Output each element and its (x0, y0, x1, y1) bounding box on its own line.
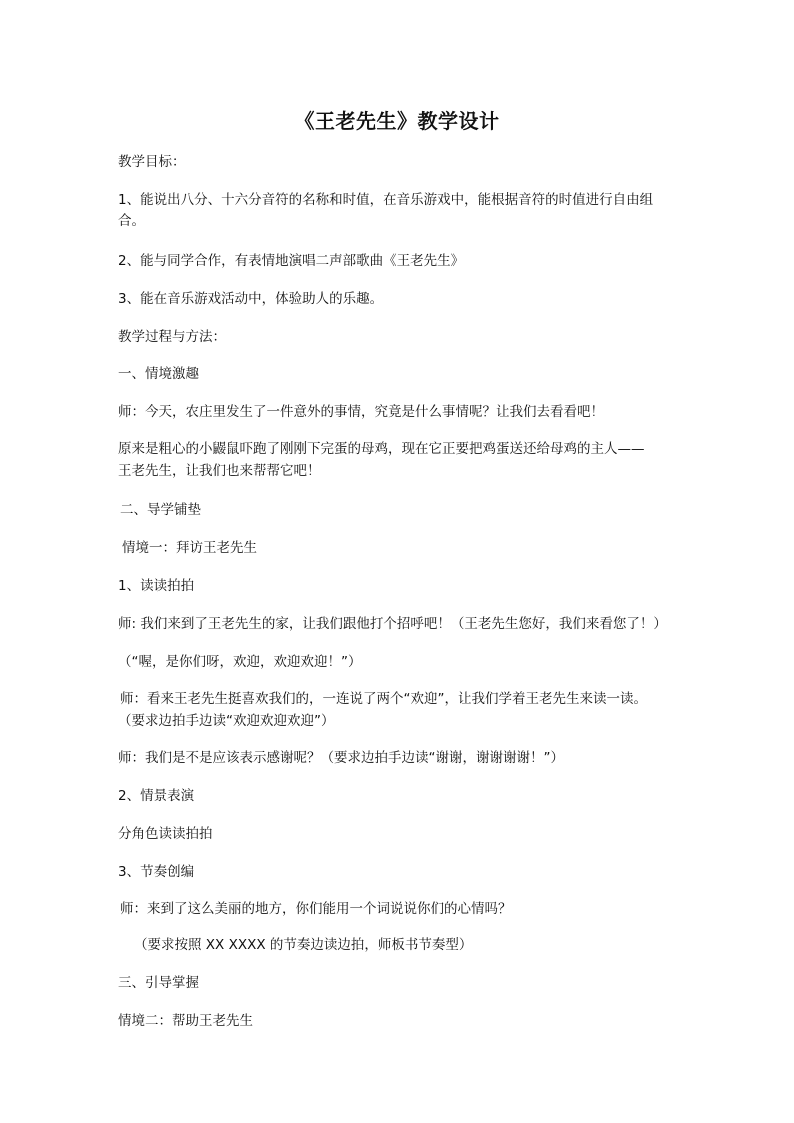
story-line-2: 王老先生，让我们也来帮帮它吧！ (118, 463, 321, 479)
teacher-line-5: 师：来到了这么美丽的地方，你们能用一个词说说你们的心情吗？ (120, 901, 512, 917)
objective-3: 3、能在音乐游戏活动中，体验助人的乐趣。 (118, 291, 384, 307)
instruction-line-2: （要求按照 XX XXXX 的节奏边读边拍，师板书节奏型） (134, 937, 473, 953)
step-3-heading: 三、引导掌握 (118, 975, 199, 991)
teacher-line-2: 师: 我们来到了王老先生的家，让我们跟他打个招呼吧！（王老先生您好，我们来看您了！） (118, 616, 667, 632)
instruction-line-1: （要求边拍手边读“欢迎欢迎欢迎”） (118, 713, 335, 729)
teacher-line-4: 师：我们是不是应该表示感谢呢？（要求边拍手边读“谢谢，谢谢谢谢！”） (118, 750, 564, 766)
scenario-1-heading: 情境一：拜访王老先生 (122, 540, 257, 556)
activity-3-heading: 3、节奏创编 (118, 864, 195, 880)
activity-2-heading: 2、情景表演 (118, 788, 195, 804)
document-title: 《王老先生》教学设计 (294, 109, 500, 133)
step-2-heading: 二、导学铺垫 (120, 502, 201, 518)
scenario-2-heading: 情境二：帮助王老先生 (118, 1013, 253, 1029)
objective-1-line-2: 合。 (118, 213, 145, 229)
section-heading-objectives: 教学目标： (118, 154, 186, 170)
objective-2: 2、能与同学合作，有表情地演唱二声部歌曲《王老先生》 (118, 253, 465, 269)
response-line-1: （“喔，是你们呀，欢迎，欢迎欢迎！”） (118, 654, 362, 670)
story-line-1: 原来是粗心的小鼹鼠吓跑了刚刚下完蛋的母鸡，现在它正要把鸡蛋送还给母鸡的主人—— (118, 441, 645, 457)
section-heading-process: 教学过程与方法： (118, 329, 226, 345)
activity-2-desc: 分角色读读拍拍 (118, 826, 213, 842)
objective-1-line-1: 1、能说出八分、十六分音符的名称和时值，在音乐游戏中，能根据音符的时值进行自由组 (118, 192, 654, 208)
step-1-heading: 一、情境激趣 (118, 366, 199, 382)
activity-1-heading: 1、读读拍拍 (118, 578, 195, 594)
teacher-line-1: 师：今天，农庄里发生了一件意外的事情，究竟是什么事情呢？让我们去看看吧！ (118, 404, 604, 420)
teacher-line-3: 师：看来王老先生挺喜欢我们的，一连说了两个“欢迎”，让我们学着王老先生来读一读。 (120, 691, 647, 707)
